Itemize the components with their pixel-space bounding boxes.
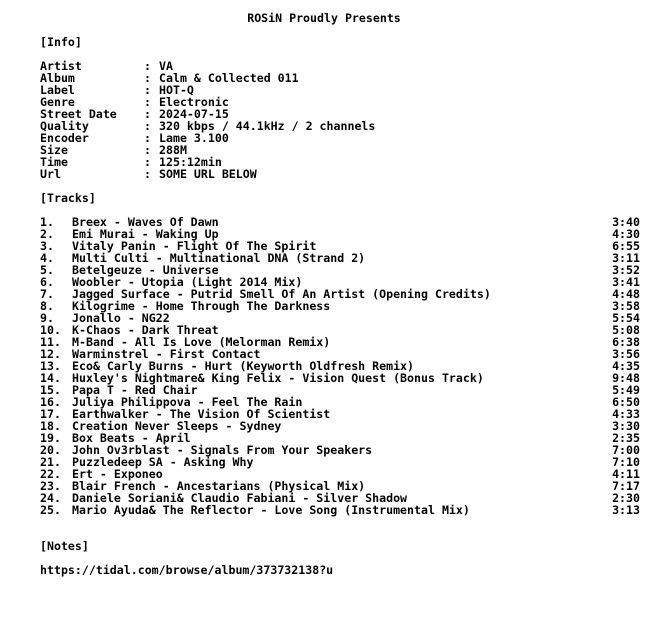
track-duration: 3:52	[612, 263, 640, 277]
track-duration: 4:11	[612, 467, 640, 481]
track-duration: 2:30	[612, 491, 640, 505]
track-number: 16.	[40, 395, 61, 409]
info-row-encoder	[40, 132, 440, 144]
track-number: 12.	[40, 347, 61, 361]
info-separator: :	[144, 71, 151, 85]
track-number: 23.	[40, 479, 61, 493]
info-value: 2024-07-15	[159, 107, 229, 121]
track-title: Jagged Surface - Putrid Smell Of An Artist (Opening Credits)	[72, 287, 491, 301]
track-duration: 7:00	[612, 443, 640, 457]
info-separator: :	[144, 107, 151, 121]
track-duration: 5:49	[612, 383, 640, 397]
track-number: 17.	[40, 407, 61, 421]
track-title: Warminstrel - First Contact	[72, 347, 261, 361]
tracks-section-heading: [Tracks]	[40, 191, 96, 205]
track-duration: 4:30	[612, 227, 640, 241]
track-number: 2.	[40, 227, 54, 241]
info-key: Artist	[40, 59, 82, 73]
track-duration: 6:38	[612, 335, 640, 349]
track-title: Creation Never Sleeps - Sydney	[72, 419, 282, 433]
info-separator: :	[144, 95, 151, 109]
track-list	[40, 216, 640, 516]
track-number: 8.	[40, 299, 54, 313]
info-separator: :	[144, 131, 151, 145]
info-separator: :	[144, 143, 151, 157]
track-number: 18.	[40, 419, 61, 433]
info-key: Genre	[40, 95, 75, 109]
info-row-album	[40, 72, 440, 84]
track-title: M-Band - All Is Love (Melorman Remix)	[72, 335, 331, 349]
info-value: VA	[159, 59, 173, 73]
track-duration: 3:41	[612, 275, 640, 289]
info-row-url	[40, 168, 440, 180]
info-key: Time	[40, 155, 68, 169]
track-number: 10.	[40, 323, 61, 337]
track-duration: 4:33	[612, 407, 640, 421]
track-duration: 3:13	[612, 503, 640, 517]
track-title: Jonallo - NG22	[72, 311, 170, 325]
track-number: 9.	[40, 311, 54, 325]
info-value: 125:12min	[159, 155, 222, 169]
info-row-size	[40, 144, 440, 156]
track-duration: 4:35	[612, 359, 640, 373]
track-duration: 3:11	[612, 251, 640, 265]
track-title: Emi Murai - Waking Up	[72, 227, 219, 241]
track-number: 6.	[40, 275, 54, 289]
track-title: Ert - Exponeo	[72, 467, 163, 481]
track-number: 4.	[40, 251, 54, 265]
info-separator: :	[144, 119, 151, 133]
info-separator: :	[144, 167, 151, 181]
track-duration: 5:08	[612, 323, 640, 337]
track-number: 22.	[40, 467, 61, 481]
track-title: Blair French - Ancestarians (Physical Mix)	[72, 479, 366, 493]
track-number: 20.	[40, 443, 61, 457]
track-duration: 3:40	[612, 215, 640, 229]
info-key: Label	[40, 83, 75, 97]
track-number: 19.	[40, 431, 61, 445]
info-separator: :	[144, 155, 151, 169]
track-title: Woobler - Utopia (Light 2014 Mix)	[72, 275, 303, 289]
track-duration: 3:30	[612, 419, 640, 433]
track-duration: 6:55	[612, 239, 640, 253]
track-title: Eco& Carly Burns - Hurt (Keyworth Oldfresh Remix)	[72, 359, 415, 373]
track-number: 24.	[40, 491, 61, 505]
track-title: Daniele Soriani& Claudio Fabiani - Silver Shadow	[72, 491, 408, 505]
track-title: Box Beats - April	[72, 431, 191, 445]
track-number: 3.	[40, 239, 54, 253]
info-row-quality	[40, 120, 440, 132]
track-title: Huxley's Nightmare& King Felix - Vision Quest (Bonus Track)	[72, 371, 484, 385]
info-key: Quality	[40, 119, 89, 133]
track-number: 11.	[40, 335, 61, 349]
notes-section-heading: [Notes]	[40, 539, 89, 553]
track-title: Papa T - Red Chair	[72, 383, 198, 397]
info-value: 288M	[159, 143, 187, 157]
info-value: Lame 3.100	[159, 131, 229, 145]
track-duration: 3:58	[612, 299, 640, 313]
track-number: 13.	[40, 359, 61, 373]
track-duration: 5:54	[612, 311, 640, 325]
info-key: Url	[40, 167, 61, 181]
info-key: Street Date	[40, 107, 117, 121]
info-key: Size	[40, 143, 68, 157]
track-duration: 7:10	[612, 455, 640, 469]
info-value: Electronic	[159, 95, 229, 109]
track-duration: 6:50	[612, 395, 640, 409]
track-title: John Ov3rblast - Signals From Your Speakers	[72, 443, 373, 457]
info-key: Album	[40, 71, 75, 85]
info-separator: :	[144, 83, 151, 97]
track-title: Earthwalker - The Vision Of Scientist	[72, 407, 331, 421]
info-value: Calm & Collected 011	[159, 71, 299, 85]
track-number: 21.	[40, 455, 61, 469]
track-row	[40, 504, 640, 516]
notes-url-text: https://tidal.com/browse/album/373732138?u	[40, 563, 334, 577]
info-block	[40, 60, 440, 180]
info-key: Encoder	[40, 131, 89, 145]
track-title: Breex - Waves Of Dawn	[72, 215, 219, 229]
track-title: K-Chaos - Dark Threat	[72, 323, 219, 337]
info-separator: :	[144, 59, 151, 73]
info-section-heading: [Info]	[40, 35, 82, 49]
track-number: 5.	[40, 263, 54, 277]
info-value: HOT-Q	[159, 83, 194, 97]
info-row-label	[40, 84, 440, 96]
info-value: SOME URL BELOW	[159, 167, 257, 181]
track-duration: 4:48	[612, 287, 640, 301]
track-number: 7.	[40, 287, 54, 301]
track-title: Vitaly Panin - Flight Of The Spirit	[72, 239, 317, 253]
track-duration: 3:56	[612, 347, 640, 361]
track-title: Mario Ayuda& The Reflector - Love Song (Instrumental Mix)	[72, 503, 470, 517]
track-duration: 9:48	[612, 371, 640, 385]
page-title: ROSiN Proudly Presents	[247, 11, 401, 25]
track-title: Betelgeuze - Universe	[72, 263, 219, 277]
track-number: 1.	[40, 215, 54, 229]
track-title: Multi Culti - Multinational DNA (Strand 2)	[72, 251, 366, 265]
track-number: 14.	[40, 371, 61, 385]
track-title: Juliya Philippova - Feel The Rain	[72, 395, 303, 409]
track-duration: 7:17	[612, 479, 640, 493]
track-duration: 2:35	[612, 431, 640, 445]
track-number: 25.	[40, 503, 61, 517]
track-title: Puzzledeep SA - Asking Why	[72, 455, 254, 469]
info-value: 320 kbps / 44.1kHz / 2 channels	[159, 119, 376, 133]
track-number: 15.	[40, 383, 61, 397]
track-title: Kilogrime - Home Through The Darkness	[72, 299, 331, 313]
